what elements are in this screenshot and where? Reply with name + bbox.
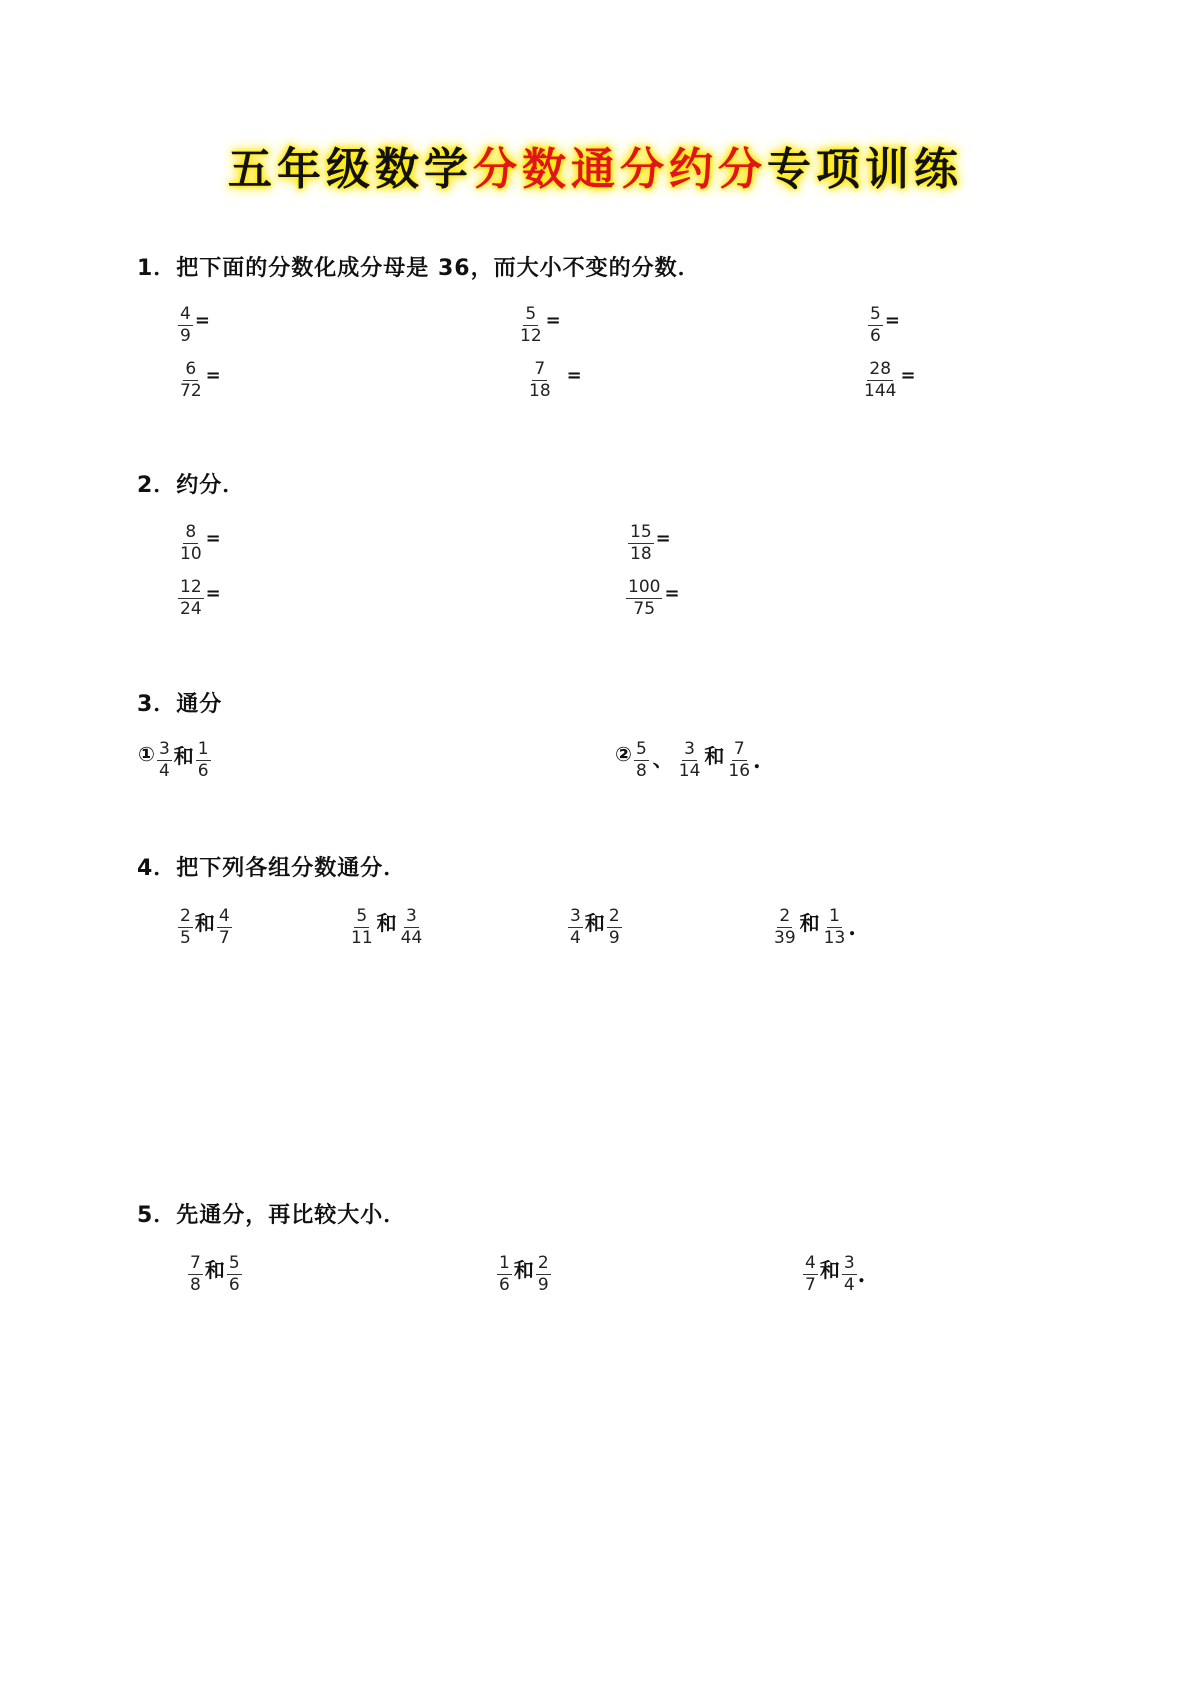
q2-item-2: $\frac{15}{18}$ = [630,522,671,564]
fraction: $\frac{5}{8}$ [635,739,647,781]
q3-part-b: ② $\frac{5}{8}$ 、 $\frac{3}{14}$ 和 $\frac{7}{16}$ . [615,739,761,781]
fraction: $\frac{5}{6}$ [870,304,881,346]
fraction: $\frac{1}{13}$ [823,906,846,948]
q1-item-4: $\frac{6}{72}$ = [180,359,221,401]
title-part-grade: 五年级数学 [228,144,473,195]
q2-item-1: $\frac{8}{10}$ = [180,522,221,564]
q4-group-3: $\frac{3}{4}$ 和 $\frac{2}{9}$ [570,906,620,948]
circled-number-2: ② [615,741,632,766]
fraction: $\frac{4}{7}$ [805,1253,816,1295]
fraction: $\frac{6}{72}$ [180,359,202,401]
fraction: $\frac{5}{6}$ [228,1253,240,1295]
question-4-heading: 4．把下列各组分数通分． [137,856,407,881]
q3-part-a: ① $\frac{3}{4}$ 和 $\frac{1}{6}$ [138,739,209,781]
q4-group-1: $\frac{2}{5}$ 和 $\frac{4}{7}$ [180,906,230,948]
circled-number-1: ① [138,741,155,766]
question-3-heading: 3．通分 [137,692,223,717]
q5-group-3: $\frac{4}{7}$ 和 $\frac{3}{4}$ . [805,1253,866,1295]
q1-item-5: $\frac{7}{18}$ = [529,359,582,401]
worksheet-title [0,144,1191,195]
q4-group-2: $\frac{5}{11}$ 和 $\frac{3}{44}$ [351,906,423,948]
fraction: $\frac{4}{9}$ [180,304,191,346]
q1-item-2: $\frac{5}{12}$ = [520,304,561,346]
fraction: $\frac{7}{18}$ [529,359,551,401]
fraction: $\frac{2}{9}$ [537,1253,549,1295]
fraction: $\frac{15}{18}$ [630,522,652,564]
q5-group-1: $\frac{7}{8}$ 和 $\frac{5}{6}$ [190,1253,240,1295]
fraction: $\frac{5}{12}$ [520,304,542,346]
fraction: $\frac{2}{39}$ [774,906,796,948]
fraction: $\frac{5}{11}$ [351,906,373,948]
fraction: $\frac{8}{10}$ [180,522,202,564]
fraction: $\frac{3}{4}$ [843,1253,855,1295]
fraction: $\frac{3}{4}$ [570,906,581,948]
q1-item-1: $\frac{4}{9}$ = [180,304,210,346]
fraction: $\frac{1}{6}$ [499,1253,510,1295]
question-1-heading: 1．把下面的分数化成分母是 36，而大小不变的分数． [137,256,701,281]
fraction: $\frac{3}{4}$ [158,739,170,781]
fraction: $\frac{12}{24}$ [180,577,202,619]
title-part-training: 专项训练 [767,144,963,195]
fraction: $\frac{3}{44}$ [400,906,423,948]
question-2-heading: 2．约分． [137,473,246,498]
fraction: $\frac{7}{8}$ [190,1253,201,1295]
fraction: $\frac{3}{14}$ [678,739,701,781]
q1-item-6: $\frac{28}{144}$ = [864,359,916,401]
question-5-heading: 5．先通分，再比较大小． [137,1203,407,1228]
fraction: $\frac{28}{144}$ [864,359,897,401]
fraction: $\frac{100}{75}$ [628,577,661,619]
q2-item-3: $\frac{12}{24}$ = [180,577,221,619]
q1-item-3: $\frac{5}{6}$ = [870,304,900,346]
fraction: $\frac{2}{5}$ [180,906,191,948]
fraction: $\frac{7}{16}$ [728,739,751,781]
title-part-topic: 分数通分约分 [473,144,767,195]
fraction: $\frac{1}{6}$ [197,739,209,781]
q5-group-2: $\frac{1}{6}$ 和 $\frac{2}{9}$ [499,1253,549,1295]
q2-item-4: $\frac{100}{75}$ = [628,577,680,619]
fraction: $\frac{2}{9}$ [608,906,620,948]
q4-group-4: $\frac{2}{39}$ 和 $\frac{1}{13}$ . [774,906,856,948]
fraction: $\frac{4}{7}$ [218,906,230,948]
